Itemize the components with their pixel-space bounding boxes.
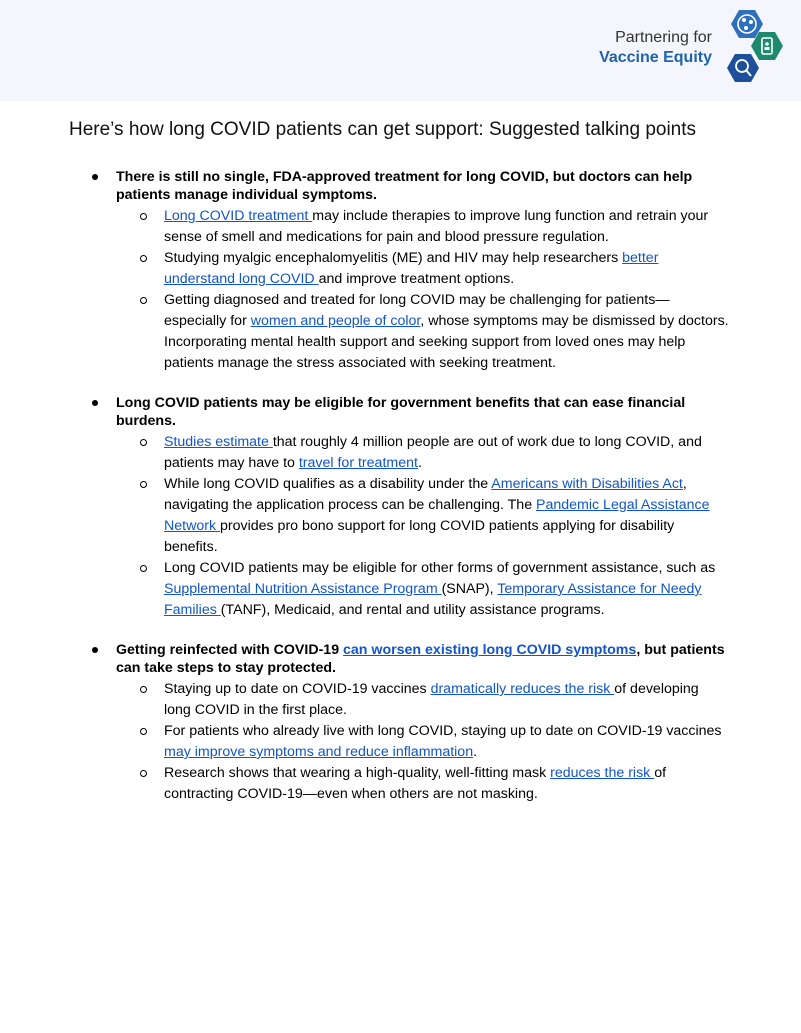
sub-bullet-icon xyxy=(140,686,147,693)
link-better-understand[interactable]: better understand long COVID xyxy=(164,250,659,287)
link-tanf[interactable]: Temporary Assistance for Needy Families xyxy=(164,581,702,618)
bullet-icon xyxy=(92,400,98,406)
list-item-text: Long COVID patients may be eligible for other forms of government assistance, such as xyxy=(164,560,716,576)
link-worsen-symptoms[interactable]: can worsen existing long COVID symptoms xyxy=(343,642,637,658)
list-item xyxy=(164,290,729,374)
sub-bullet-icon xyxy=(140,481,147,488)
list-item-text: (SNAP), xyxy=(441,581,498,597)
section-heading xyxy=(116,641,726,677)
list-item-text: For patients who already live with long COVID, staying up to date on COVID-19 vaccines xyxy=(164,723,722,739)
talking-point-section xyxy=(0,641,801,805)
sub-bullet-icon xyxy=(140,297,147,304)
sub-bullet-icon xyxy=(140,255,147,262)
section-heading-text: Getting reinfected with COVID-19 xyxy=(116,642,344,658)
link-dramatically-reduces[interactable]: dramatically reduces the risk xyxy=(430,681,615,697)
link-studies-estimate[interactable]: Studies estimate xyxy=(164,434,273,450)
list-item xyxy=(164,432,729,474)
section-heading: Long COVID patients may be eligible for government benefits that can ease financial burdens. xyxy=(116,395,686,429)
sub-bullet-list xyxy=(0,679,801,805)
list-item xyxy=(164,206,729,248)
link-ada[interactable]: Americans with Disabilities Act xyxy=(491,476,683,492)
link-snap[interactable]: Supplemental Nutrition Assistance Program xyxy=(164,581,442,597)
org-name-line1: Partnering for xyxy=(615,29,712,46)
sub-bullet-icon xyxy=(140,439,147,446)
link-women-people-of-color[interactable]: women and people of color xyxy=(250,313,421,329)
link-pandemic-legal-assistance[interactable]: Pandemic Legal Assistance Network xyxy=(164,497,710,534)
list-item xyxy=(164,763,729,805)
list-item-text: provides pro bono support for long COVID patients applying for disability benefits. xyxy=(164,518,675,555)
link-long-covid-treatment[interactable]: Long COVID treatment xyxy=(164,208,313,224)
bullet-icon xyxy=(92,647,98,653)
hexagon-logo-icon xyxy=(715,8,795,88)
list-item xyxy=(164,721,729,763)
list-item-text: Studying myalgic encephalomyelitis (ME) and HIV may help researchers xyxy=(164,250,623,266)
list-item-text: , whose symptoms may be dismissed by doctors. Incorporating mental health support and seeking support from loved ones may help patients manage the stress associated with seeking treatment. xyxy=(164,313,729,371)
talking-points xyxy=(0,168,801,825)
org-name-line2: Vaccine Equity xyxy=(599,49,712,66)
list-item-text: While long COVID qualifies as a disability under the xyxy=(164,476,492,492)
list-item xyxy=(164,248,729,290)
section-heading: There is still no single, FDA-approved treatment for long COVID, but doctors can help patients manage individual symptoms. xyxy=(116,169,693,203)
page-title: Here’s how long COVID patients can get support: Suggested talking points xyxy=(69,119,697,140)
list-item-text: Research shows that wearing a high-quality, well-fitting mask xyxy=(164,765,551,781)
list-item-text: may include therapies to improve lung function and retrain your sense of smell and medications for pain and blood pressure regulation. xyxy=(164,208,709,245)
sub-bullet-icon xyxy=(140,770,147,777)
list-item-text: . xyxy=(473,744,478,760)
talking-point-section xyxy=(0,168,801,374)
list-item-text: (TANF), Medicaid, and rental and utility assistance programs. xyxy=(220,602,605,618)
list-item-text: Getting diagnosed and treated for long COVID may be challenging for patients—especially for xyxy=(164,292,670,329)
sub-bullet-icon xyxy=(140,565,147,572)
list-item xyxy=(164,679,729,721)
link-improve-symptoms[interactable]: may improve symptoms and reduce inflammation xyxy=(164,744,474,760)
list-item-text: . xyxy=(417,455,422,471)
talking-point-section xyxy=(0,394,801,621)
list-item xyxy=(164,474,729,558)
list-item-text: that roughly 4 million people are out of work due to long COVID, and patients may have to xyxy=(164,434,702,471)
sub-bullet-list xyxy=(0,432,801,621)
sub-bullet-icon xyxy=(140,728,147,735)
sub-bullet-icon xyxy=(140,213,147,220)
list-item-text: of developing long COVID in the first place. xyxy=(164,681,699,718)
list-item-text: Staying up to date on COVID-19 vaccines xyxy=(164,681,431,697)
list-item-text: of contracting COVID-19—even when others are not masking. xyxy=(164,765,667,802)
list-item-text: , navigating the application process can be challenging. The xyxy=(164,476,687,513)
list-item xyxy=(164,558,729,621)
bullet-icon xyxy=(92,174,98,180)
org-name xyxy=(599,28,712,68)
link-reduces-the-risk[interactable]: reduces the risk xyxy=(550,765,655,781)
link-travel-for-treatment[interactable]: travel for treatment xyxy=(298,455,418,471)
section-heading-text: , but patients can take steps to stay protected. xyxy=(116,642,725,676)
sub-bullet-list xyxy=(0,206,801,374)
header-band xyxy=(0,0,801,101)
list-item-text: and improve treatment options. xyxy=(318,271,515,287)
